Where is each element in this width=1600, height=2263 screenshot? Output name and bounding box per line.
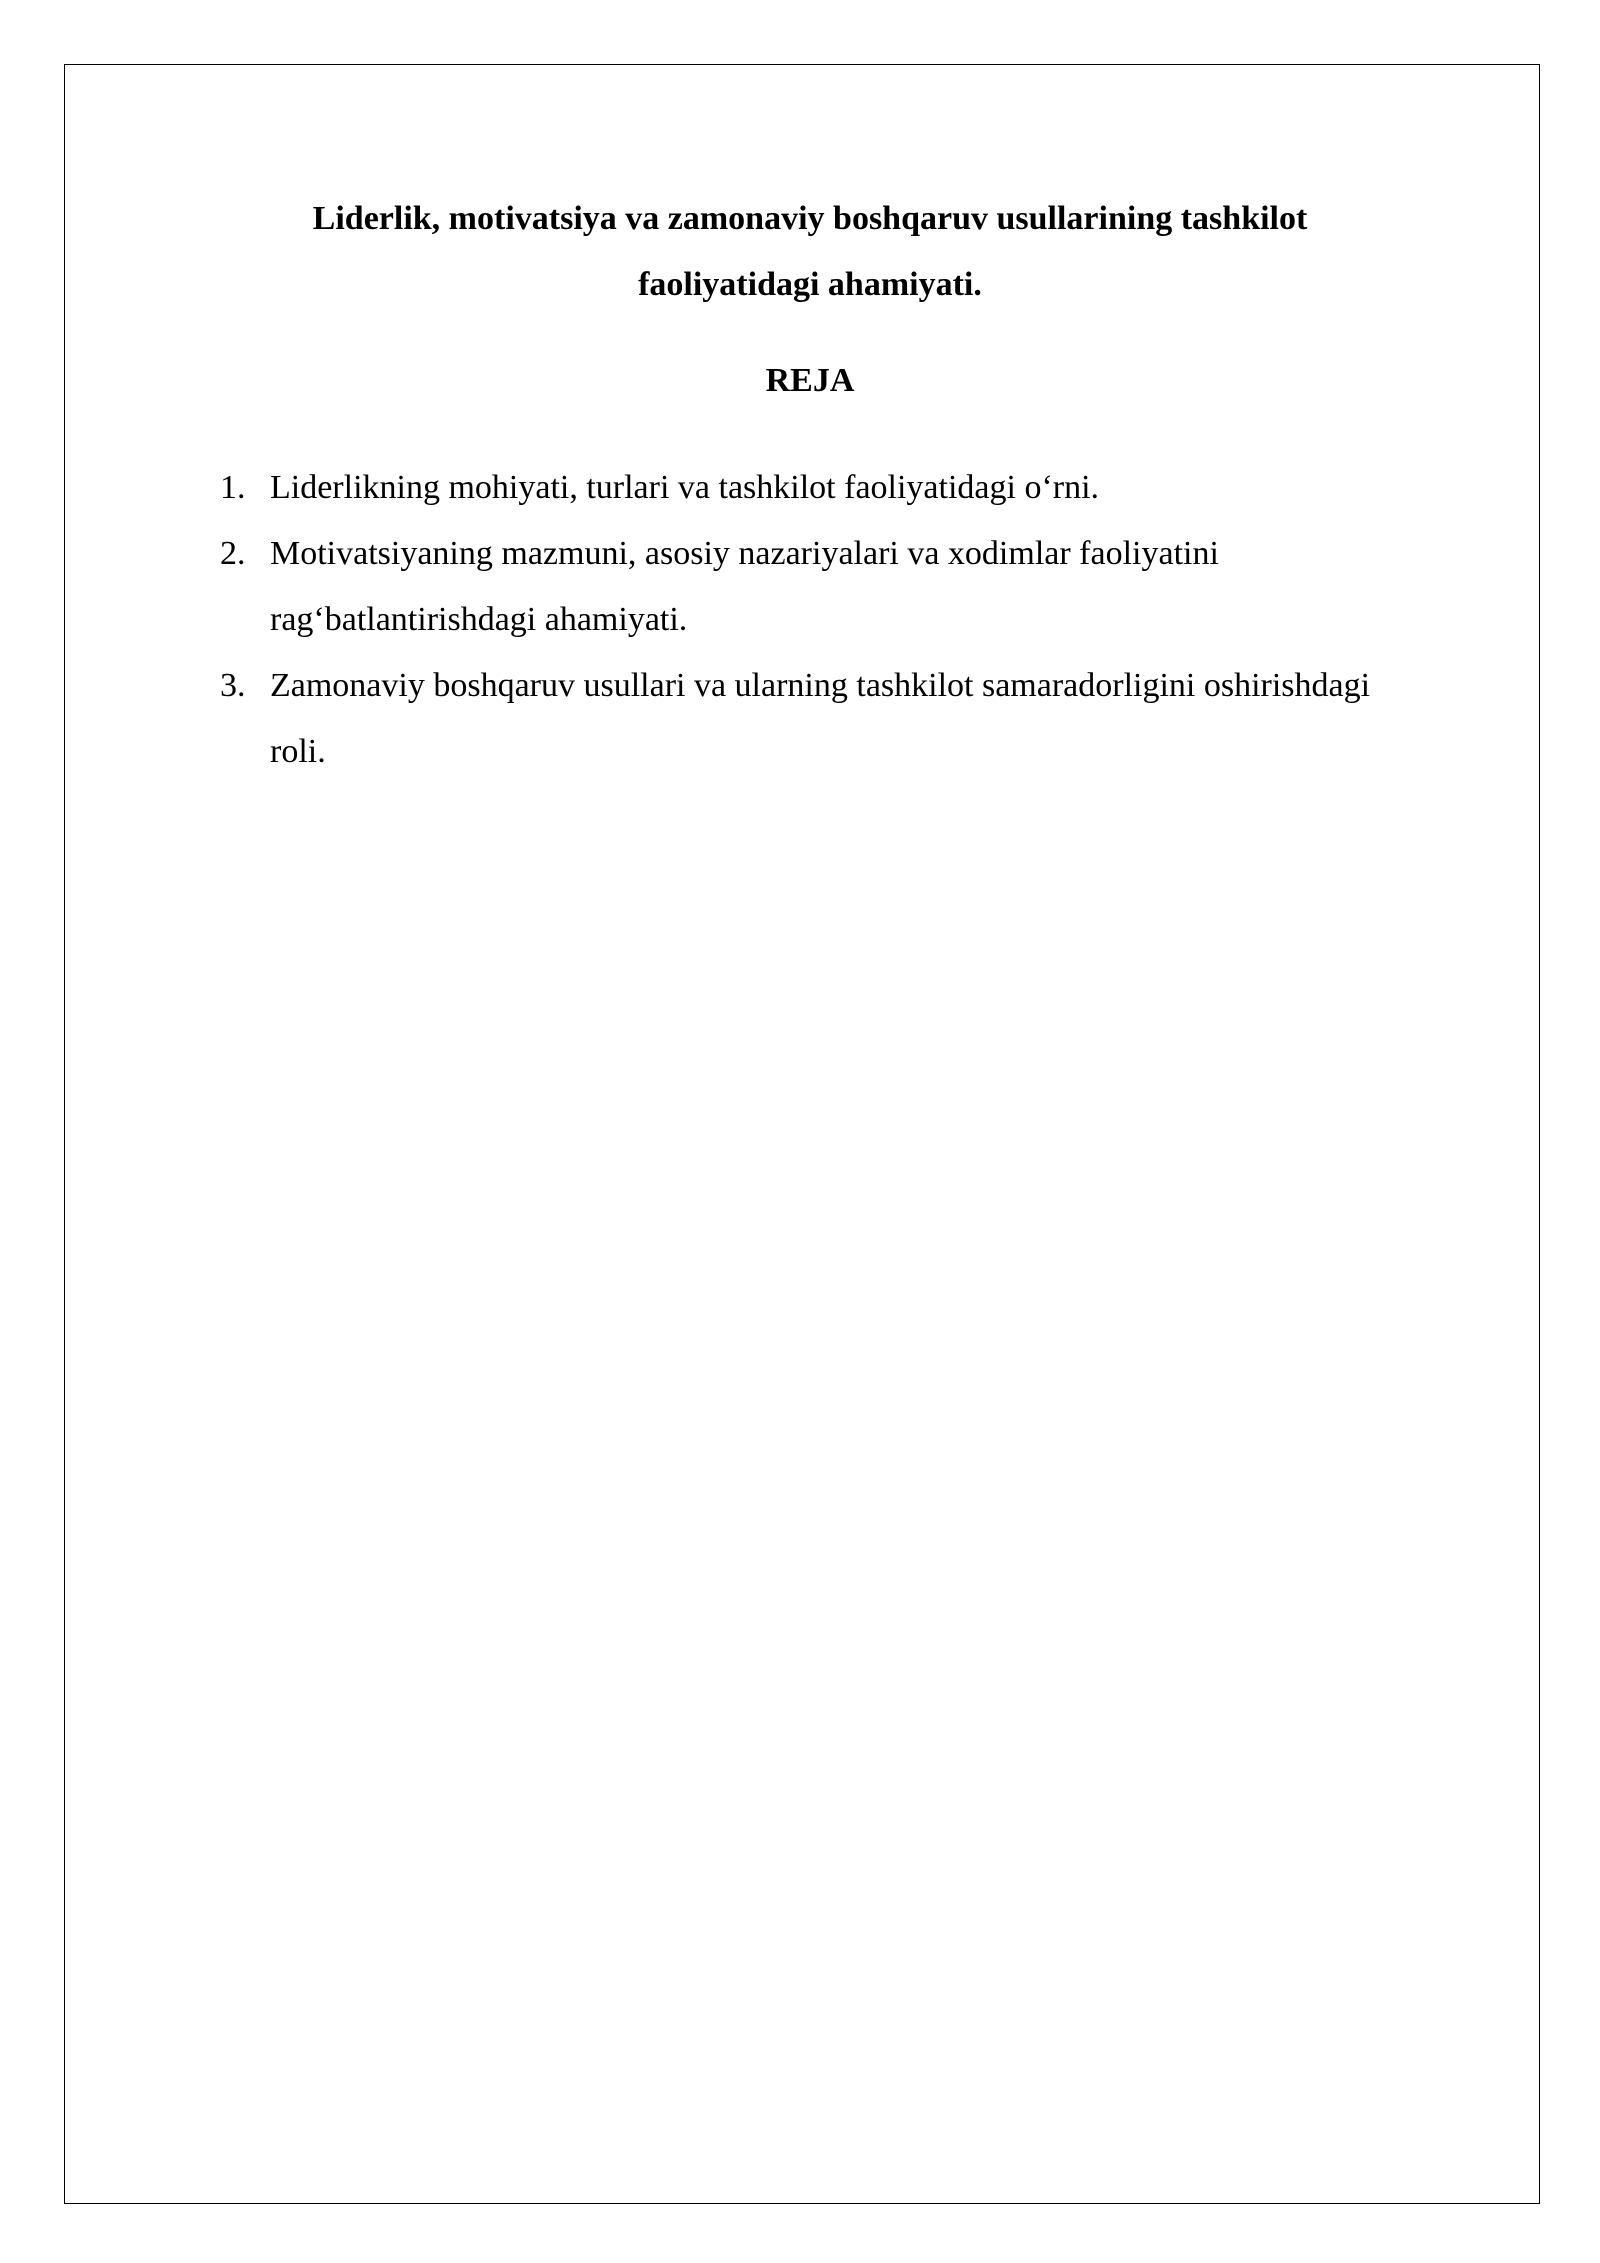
plan-list xyxy=(220,455,1420,785)
section-heading: REJA xyxy=(765,362,855,399)
plan-item-text: Liderlikning mohiyati, turlari va tashkilot faoliyatidagi o‘rni. xyxy=(270,469,1100,506)
document-title-line-2: faoliyatidagi ahamiyati. xyxy=(638,266,982,303)
plan-item-number: 3. xyxy=(220,667,246,704)
document-title xyxy=(180,186,1440,318)
plan-item-number: 2. xyxy=(220,535,246,572)
plan-item-text: Motivatsiyaning mazmuni, asosiy nazariyalari va xodimlar faoliyatini rag‘batlantirishdagi ahamiyati. xyxy=(270,535,1219,638)
plan-item-2 xyxy=(220,521,1400,653)
plan-item-1 xyxy=(220,455,1420,521)
plan-item-number: 1. xyxy=(220,469,246,506)
plan-item-text: Zamonaviy boshqaruv usullari va ularning tashkilot samaradorligini oshirishdagi roli. xyxy=(270,667,1371,770)
plan-item-3 xyxy=(220,653,1400,785)
document-title-line-1: Liderlik, motivatsiya va zamonaviy boshqaruv usullarining tashkilot xyxy=(312,200,1308,237)
